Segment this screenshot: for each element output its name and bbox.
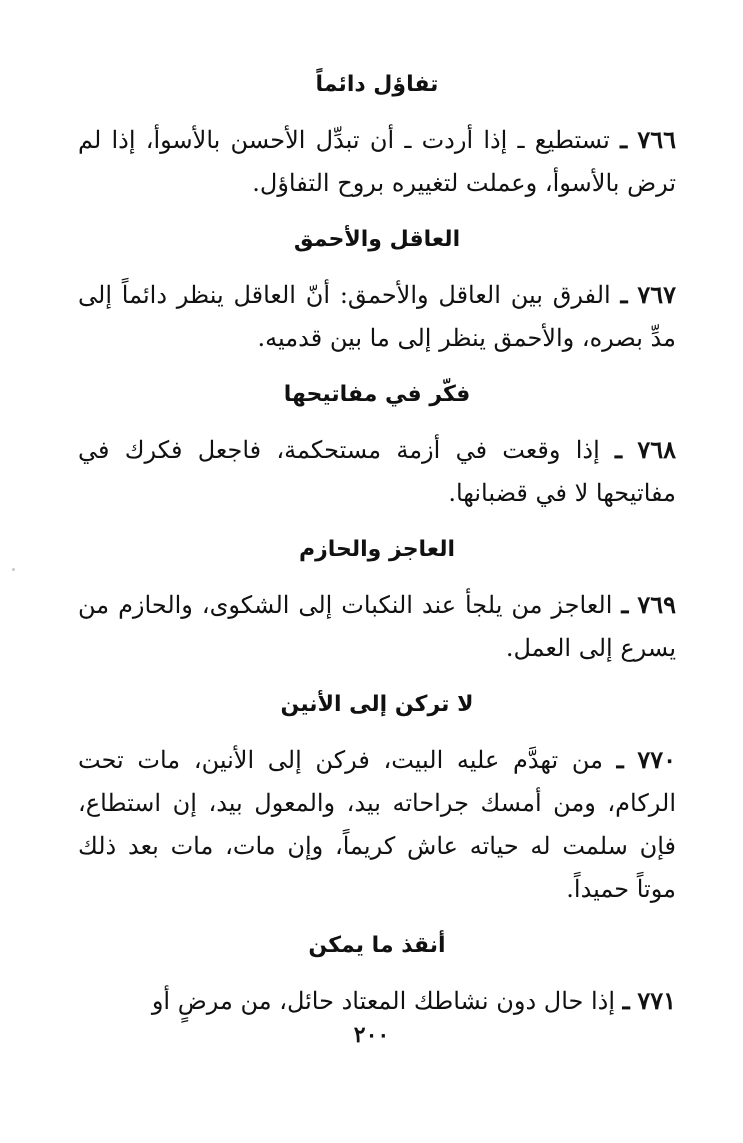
entry-766 (78, 118, 676, 205)
section-heading-keys: فكّر في مفاتيحها (283, 382, 471, 407)
entry-number: ٧٦٩ (637, 590, 676, 619)
entry-768 (78, 428, 676, 515)
entry-number: ٧٧٠ (637, 745, 676, 774)
entry-number: ٧٧١ (637, 986, 676, 1015)
section-heading-helpless-resolute: العاجز والحازم (298, 537, 456, 562)
entry-dash: ـ (616, 745, 624, 774)
entry-text: إذا وقعت في أزمة مستحكمة، فاجعل فكرك في مفاتيحها لا في قضبانها. (78, 436, 676, 507)
entry-771 (78, 979, 676, 1023)
entry-number: ٧٦٧ (637, 280, 676, 309)
section-heading-save-what-possible: أنقذ ما يمكن (308, 933, 446, 958)
section-heading-no-moaning: لا تركن إلى الأنين (280, 692, 474, 717)
entry-dash: ـ (622, 986, 630, 1015)
entry-767 (78, 273, 676, 360)
page-number: ٢٠٠ (353, 1022, 390, 1048)
entry-770 (78, 738, 676, 911)
scan-speck (12, 568, 15, 571)
section-heading-wise-fool: العاقل والأحمق (293, 227, 461, 252)
entry-dash: ـ (621, 590, 629, 619)
book-page-content (78, 70, 676, 1043)
entry-769 (78, 583, 676, 670)
entry-number: ٧٦٨ (637, 435, 676, 464)
entry-number: ٧٦٦ (637, 125, 676, 154)
entry-text: تستطيع ـ إذا أردت ـ أن تبدِّل الأحسن بالأسوأ، إذا لم ترض بالأسوأ، وعملت لتغييره بروح التفاؤل. (78, 126, 676, 197)
entry-dash: ـ (615, 435, 623, 464)
entry-dash: ـ (620, 280, 628, 309)
entry-text: من تهدَّم عليه البيت، فركن إلى الأنين، مات تحت الركام، ومن أمسك جراحاته بيد، والمعول بيد، إن استطاع، فإن سلمت له حياته عاش كريماً، وإن مات، مات بعد ذلك موتاً حميداً. (78, 746, 676, 903)
section-heading-optimism: تفاؤل دائماً (315, 72, 439, 97)
entry-text: إذا حال دون نشاطك المعتاد حائل، من مرضٍ أو (151, 987, 616, 1015)
entry-text: العاجز من يلجأ عند النكبات إلى الشكوى، والحازم من يسرع إلى العمل. (78, 591, 676, 662)
entry-text: الفرق بين العاقل والأحمق: أنّ العاقل ينظر دائماً إلى مدِّ بصره، والأحمق ينظر إلى ما بين قدميه. (78, 281, 676, 352)
entry-dash: ـ (620, 125, 628, 154)
